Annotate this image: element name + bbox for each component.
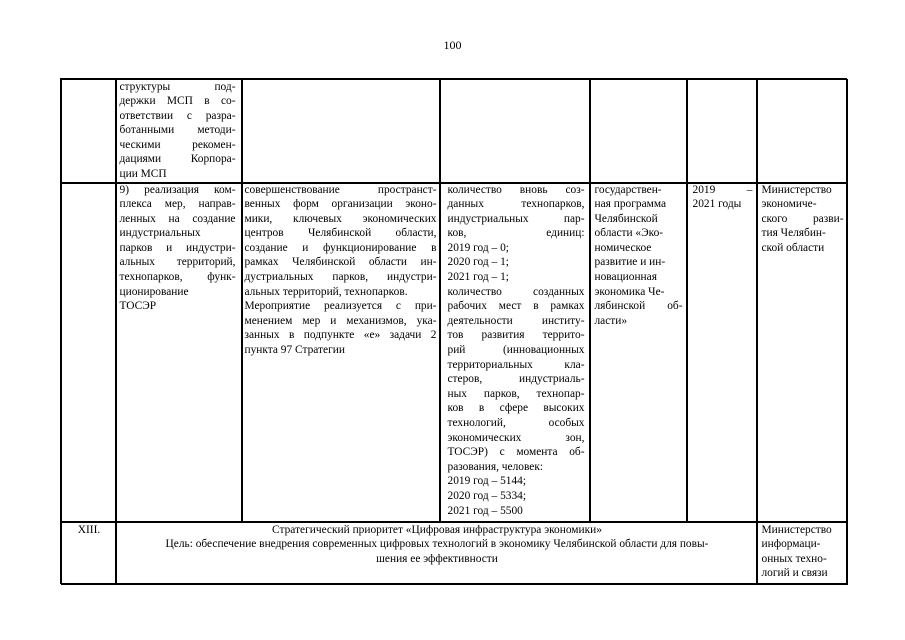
table-row-9-num-cell [61, 183, 116, 522]
text-line: шения ее эффективности [376, 552, 498, 565]
text-line: 2019 – [692, 183, 753, 196]
text-line: мики, ключевых экономических [244, 212, 437, 225]
text-line: 2021 год – 1; [447, 271, 509, 284]
text-line: рабочих мест в рамках [447, 300, 585, 313]
text-line: разования, человек: [447, 460, 544, 473]
table-row-9-purpose-cell [242, 183, 440, 522]
text-line: Цель: обеспечение внедрения современных цифровых технологий в экономику Челябинской области для повы- [165, 538, 709, 551]
row-9-program-text [595, 183, 683, 329]
text-line: 2021 годы [692, 198, 742, 211]
table-row-xiii-priority-cell [116, 522, 757, 585]
text-line: ков, единиц: [447, 227, 585, 240]
text-line: держки МСП в со- [119, 95, 236, 108]
row-9-period-text [693, 183, 753, 212]
section-number: XIII. [77, 523, 101, 536]
text-line: технопарков, функ- [119, 271, 236, 284]
text-line: территориальных кла- [447, 358, 585, 371]
row-xiii-executor-text [762, 523, 844, 581]
text-line: совершенствование пространст- [244, 183, 437, 196]
text-line: индустриальных [119, 227, 201, 240]
text-line: ных парков, технопар- [447, 387, 585, 400]
text-line: рамках Челябинской области ин- [244, 256, 437, 269]
table-row-xiii-num-cell [61, 522, 116, 585]
table-row-continuation-purpose-cell [242, 79, 440, 183]
row-9-executor-text [762, 183, 844, 256]
text-line: ласти» [594, 314, 628, 327]
text-line: области «Эко- [594, 227, 664, 240]
text-line: информаци- [761, 538, 821, 551]
text-line: 2020 год – 5334; [447, 489, 527, 502]
text-line: рий (инновационных [447, 344, 585, 357]
text-line: ционирование [119, 285, 189, 298]
continuation-measure-text [120, 80, 236, 182]
text-line: ботанными методи- [119, 124, 236, 137]
text-line: ков в сфере высоких [447, 402, 585, 415]
text-line: данных технопарков, [447, 198, 585, 211]
text-line: логий и связи [761, 567, 828, 580]
text-line: венных форм организации эконо- [244, 198, 437, 211]
text-line: ского разви- [761, 212, 844, 225]
text-line: ТОСЭР) с момента об- [447, 446, 585, 459]
text-line: онных техно- [761, 552, 827, 565]
table-row-continuation-program-cell [590, 79, 687, 183]
page-number: 100 [443, 38, 462, 52]
text-line: тов развития террито- [447, 329, 585, 342]
text-line: парков и индустри- [119, 241, 236, 254]
text-line: структуры под- [119, 80, 236, 93]
text-line: ная программа [594, 198, 667, 211]
text-line: Министерство [761, 183, 832, 196]
table-row-9-measure-cell [116, 183, 242, 522]
text-line: плекса мер, направ- [119, 198, 236, 211]
text-line: 2021 год – 5500 [447, 504, 523, 517]
text-line: технологий, особых [447, 417, 585, 429]
text-line: номическое [594, 241, 652, 254]
text-line: ской области [761, 241, 825, 254]
strategy-table [60, 78, 847, 584]
section-goal [117, 537, 758, 566]
text-line: индустриальных пар- [447, 212, 585, 225]
table-row-9-indicator-cell [440, 183, 590, 522]
text-line: лябинской об- [594, 300, 683, 313]
text-line: количество созданных [447, 285, 585, 298]
table-row-continuation-measure-cell [116, 79, 242, 183]
text-line: государствен- [594, 183, 662, 196]
text-line: ческими рекомен- [119, 138, 236, 151]
table-row-continuation-executor-cell [757, 79, 848, 183]
text-line: Министерство [761, 523, 832, 536]
text-line: стеров, индустриаль- [447, 373, 585, 386]
text-line: 2019 год – 5144; [447, 475, 527, 488]
text-line: Челябинской [594, 212, 658, 225]
text-line: 2019 год – 0; [447, 241, 509, 254]
text-line: ответствии с разра- [119, 109, 236, 122]
table-row-continuation-indicator-cell [440, 79, 590, 183]
table-row-continuation-num-cell [61, 79, 116, 183]
text-line: создание и функционирование в [244, 241, 437, 254]
text-line: развитие и ин- [594, 256, 666, 269]
section-priority-title: Стратегический приоритет «Цифровая инфраструктура экономики» [272, 523, 602, 536]
text-line: деятельности институ- [447, 314, 585, 327]
text-line: ленных на создание [119, 212, 236, 225]
row-9-measure-text [120, 183, 236, 314]
text-line: тия Челябин- [761, 227, 826, 240]
text-line: менением мер и механизмов, ука- [244, 314, 437, 327]
table-row-continuation-period-cell [687, 79, 757, 183]
text-line: дациями Корпора- [119, 153, 236, 166]
table-row-9-period-cell [687, 183, 757, 522]
row-9-purpose-text [245, 183, 437, 358]
text-line: занных в подпункте «е» задачи 2 [244, 329, 437, 342]
text-line: 9) реализация ком- [119, 183, 236, 196]
text-line: альных территорий, технопарков. [244, 285, 408, 298]
text-line: ТОСЭР [119, 300, 157, 313]
text-line: 2020 год – 1; [447, 256, 509, 269]
text-line: экономиче- [761, 198, 817, 211]
text-line: пункта 97 Стратегии [244, 344, 345, 357]
row-9-indicator-text [448, 183, 585, 519]
text-line: альных территорий, [119, 256, 236, 269]
text-line: Мероприятие реализуется с при- [244, 300, 437, 313]
text-line: экономических зон, [447, 431, 585, 444]
text-line: дустриальных парков, индустри- [244, 271, 437, 284]
table-row-9-executor-cell [757, 183, 848, 522]
text-line: количество вновь соз- [447, 183, 585, 196]
text-line: экономика Че- [594, 285, 665, 298]
text-line: центров Челябинской области, [244, 227, 437, 240]
text-line: новационная [594, 271, 657, 284]
text-line: ции МСП [119, 168, 167, 181]
table-row-xiii-executor-cell [757, 522, 848, 585]
table-row-9-program-cell [590, 183, 687, 522]
